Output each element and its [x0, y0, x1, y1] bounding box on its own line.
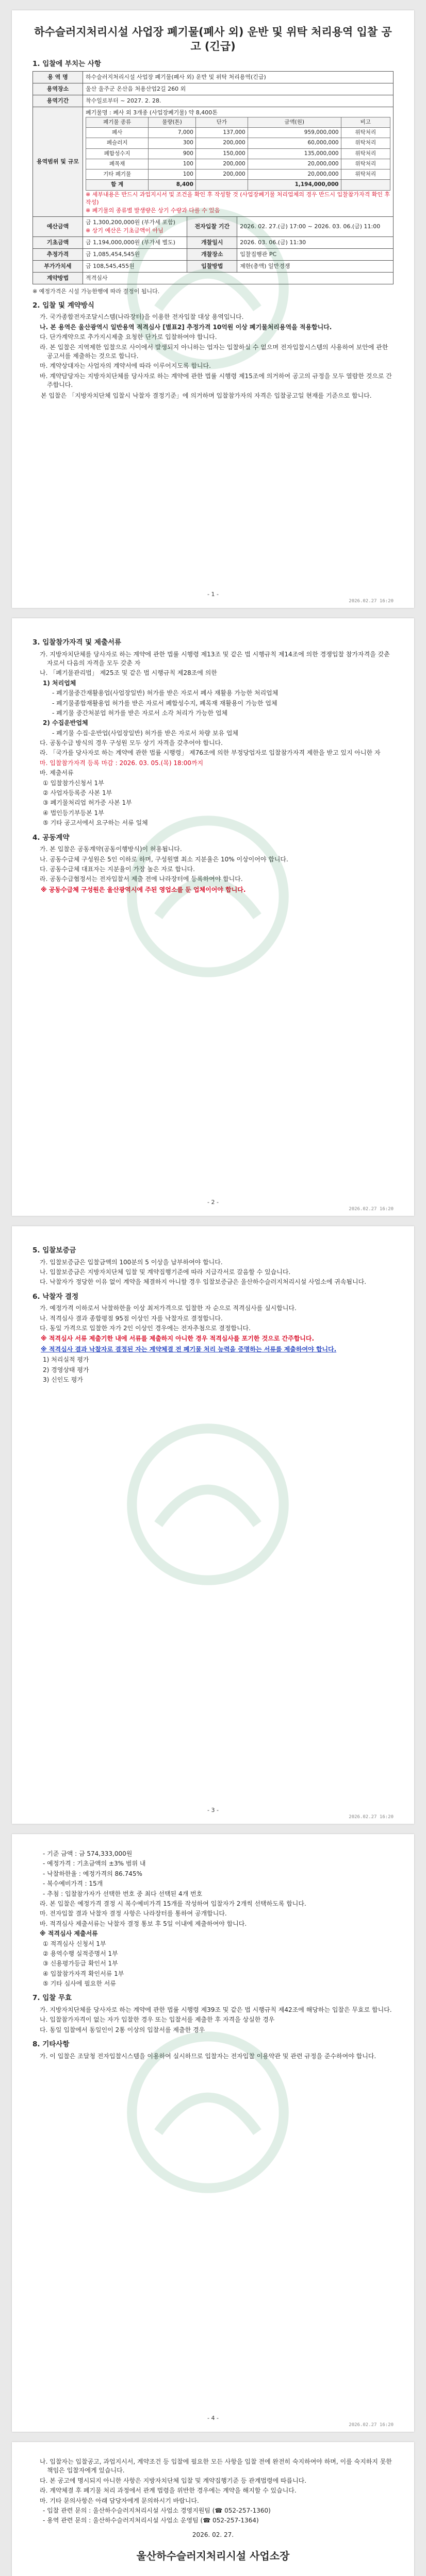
- section-6-heading: 6. 낙찰자 결정: [32, 1292, 79, 1301]
- label-name: 용 역 명: [33, 72, 83, 83]
- cell: [195, 180, 248, 190]
- red-note: ※ 적격심사 서류 제출기한 내에 서류를 제출하지 아니한 경우 적격심사를 포기한 것으로 간주합니다.: [41, 1335, 315, 1343]
- doc-item: ① 입찰참가신청서 1부: [43, 779, 104, 787]
- list-item: 마. 기타 문의사항은 아래 담당자에게 문의하시기 바랍니다.: [40, 2497, 199, 2504]
- sub-item: - 폐기물종합재활용업 허가를 받은 자로서 폐합성수지, 폐목재 재활용이 가능한 업체: [52, 699, 277, 707]
- value-open-place: 입찰집행관 PC: [237, 249, 394, 261]
- label-open-place: 개찰장소: [187, 249, 237, 261]
- list-item: 나. 입찰자는 입찰공고, 과업지시서, 계약조건 등 입찰에 필요한 모든 사항을 입찰 전에 완전히 숙지하여야 하며, 이를 숙지하지 못한 책임은 입찰자에게 있습니다.: [40, 2458, 392, 2475]
- col-header: 단가: [195, 117, 248, 128]
- list-item: 다. 동일 입찰에서 동일인이 2통 이상의 입찰서를 제출한 경우: [40, 2026, 205, 2033]
- cell: 135,000,000: [248, 148, 341, 159]
- list-item: 바. 제출서류: [40, 769, 74, 777]
- list-item: 바. 적격심사 제출서류는 낙찰자 결정 통보 후 5일 이내에 제출하여야 합니다.: [40, 1920, 247, 1927]
- list-item: 라. 본 입찰은 예정가격 결정 시 복수예비가격 15개를 작성하여 입찰자가 2개씩 선택하도록 합니다.: [40, 1900, 306, 1907]
- doc-item: ② 사업자등록증 사본 1부: [43, 789, 112, 797]
- section-7-heading: 7. 입찰 무효: [32, 1994, 72, 2003]
- value-presale: 금 1,085,454,545원: [83, 249, 187, 261]
- contact-line: - 용역 관련 문의 : 울산하수슬러지처리시설 사업소 운영팀 (☎ 052-257-1364): [43, 2517, 259, 2524]
- list-item: 마. 전자입찰 결과 낙찰자 결정 사항은 나라장터를 통하여 공개합니다.: [40, 1910, 227, 1918]
- cell: 60,000,000: [248, 138, 341, 148]
- cell: 폐목재: [86, 159, 149, 169]
- price-amount: 금 1,300,200,000원 (부가세 포함): [86, 219, 175, 226]
- cell: 기타 폐기물: [86, 170, 149, 180]
- issuer-signature: 울산하수슬러지처리시설 사업소장: [136, 2550, 290, 2563]
- cell: 폐슬러지: [86, 138, 149, 148]
- list-item: 가. 국가종합전자조달시스템(나라장터)을 이용한 전자입찰 대상 용역입니다.: [40, 313, 244, 321]
- list-item: 라. 「국가를 당사자로 하는 계약에 관한 법률 시행령」 제76조에 의한 부정당업자로 입찰참가자격 제한을 받고 있지 아니한 자: [40, 749, 381, 757]
- cell: 위탁처리: [341, 138, 390, 148]
- label-vat: 부가가치세: [33, 261, 83, 273]
- cell: 100: [149, 170, 196, 180]
- document-title: 하수슬러지처리시설 사업장 폐기물(폐사 외) 운반 및 위탁 처리용역 입찰 공고 (긴급): [34, 26, 392, 53]
- table-row: [86, 138, 390, 148]
- page-number: - 4 -: [207, 2415, 219, 2422]
- rate-line: - 예정가격 : 기초금액의 ±3% 범위 내: [43, 1860, 146, 1868]
- cell: 위탁처리: [341, 170, 390, 180]
- list-item: 다. 공동수급체 대표자는 지분율이 가장 높은 자로 합니다.: [40, 865, 195, 873]
- cell: 폐합성수지: [86, 148, 149, 159]
- doc-item: ④ 입찰참가자격 확인서류 1부: [43, 1970, 124, 1977]
- value-scope: [83, 107, 394, 217]
- value-bid-period: 2026. 02. 27.(금) 17:00 ~ 2026. 03. 06.(금) 11:00: [237, 217, 394, 237]
- section-5-heading: 5. 입찰보증금: [32, 1246, 76, 1255]
- cell: 위탁처리: [341, 128, 390, 138]
- section-1-heading: 1. 입찰에 부치는 사항: [32, 59, 101, 68]
- price-footnote: ※ 예정가격은 시설 가능한행에 따라 결정이 됩니다.: [32, 287, 160, 295]
- cell: 20,000,000: [248, 170, 341, 180]
- cell: 7,000: [149, 128, 196, 138]
- list-item: 나. 공동수급체 구성원은 5인 이하로 하며, 구성원별 최소 지분율은 10% 이상이어야 합니다.: [40, 855, 288, 863]
- label-place: 용역장소: [33, 83, 83, 95]
- print-stamp: 2026.02.27 16:20: [349, 2422, 394, 2428]
- value-contract: 적격심사: [83, 273, 394, 284]
- price-note: ※ 상기 예산은 기초금액이 아님: [86, 227, 163, 234]
- total-qty: 8,400: [149, 180, 196, 190]
- cell: 959,000,000: [248, 128, 341, 138]
- list-item: 다. 동일 가격으로 입찰한 자가 2인 이상인 경우에는 전자추첨으로 결정합니다.: [40, 1325, 251, 1332]
- print-stamp: 2026.02.27 16:20: [349, 598, 394, 604]
- scope-title: 폐기물명 : 폐사 외 3개종 (사업장폐기물) 약 8,400톤: [86, 109, 218, 116]
- total-amount: 1,194,000,000: [248, 180, 341, 190]
- scope-note: ※ 세부내용은 반드시 과업지시서 및 조건을 확인 후 작성할 것 (사업장폐기물 처리업체의 경우 반드시 입찰참가자격 확인 후 작성): [86, 191, 390, 206]
- list-item: 가. 지방자치단체를 당사자로 하는 계약에 관한 법률 시행령 제13조 및 같은 법 시행규칙 제14조에 의한 경쟁입찰 참가자격을 갖춘 자로서 다음의 자격을 모두 갖춘 자: [40, 650, 390, 667]
- cell: 위탁처리: [341, 159, 390, 169]
- waste-table: [86, 117, 390, 191]
- rate-line: - 복수예비가격 : 15개: [43, 1880, 103, 1888]
- sub-item: - 폐기물 중간처분업 허가를 받은 자로서 소각 처리가 가능한 업체: [52, 709, 228, 717]
- label-period: 용역기간: [33, 95, 83, 107]
- total-label: 합 계: [86, 180, 149, 190]
- page-2: [12, 618, 414, 1216]
- list-item: 다. 낙찰자가 정당한 이유 없이 계약을 체결하지 아니할 경우 입찰보증금은 울산하수슬러지처리시설 사업소에 귀속됩니다.: [40, 1278, 367, 1286]
- table-row: [86, 159, 390, 169]
- rate-line: - 기준 금액 : 금 574,333,000원: [43, 1850, 133, 1857]
- value-place: 울산 울주군 온산읍 처용산업2길 260 외: [83, 83, 394, 95]
- value-period: 착수일로부터 ~ 2027. 2. 28.: [83, 95, 394, 107]
- value-method: 제한(총액) 일반경쟁: [237, 261, 394, 273]
- table-row: [86, 170, 390, 180]
- cell: 900: [149, 148, 196, 159]
- list-item: 나. 적격심사 결과 종합평점 95점 이상인 자를 낙찰자로 결정합니다.: [40, 1314, 223, 1322]
- highlight-note: ※ 공동수급체 구성원은 울산광역시에 주된 영업소를 둔 업체이어야 합니다.: [41, 886, 246, 893]
- list-item: 다. 본 공고에 명시되지 아니한 사항은 지방자치단체 입찰 및 계약집행기준 등 관계법령에 따릅니다.: [40, 2477, 307, 2484]
- col-header: 물량(톤): [149, 117, 196, 128]
- list-item: 라. 계약체결 후 폐기물 처리 과정에서 관계 법령을 위반한 경우에는 계약을 해지할 수 있습니다.: [40, 2487, 297, 2495]
- table-row: [86, 128, 390, 138]
- col-header: 폐기물 종류: [86, 117, 149, 128]
- doc-item: ③ 신용평가등급 확인서 1부: [43, 1960, 118, 1968]
- total-row: [86, 180, 390, 190]
- label-method: 입찰방법: [187, 261, 237, 273]
- bid-info-table: [32, 71, 394, 284]
- list-item: 나. 본 용역은 울산광역시 일반용역 적격심사 [별표2] 추정가격 10억원 이상 폐기물처리용역을 적용합니다.: [40, 323, 332, 331]
- page-1: [12, 10, 414, 608]
- page-number: - 1 -: [207, 591, 219, 598]
- value-name: 하수슬러지처리시설 사업장 폐기물(폐사 외) 운반 및 위탁 처리용역(긴급): [83, 72, 394, 83]
- rate-line: - 낙찰하한율 : 예정가격의 86.745%: [43, 1870, 142, 1877]
- cell: 200,000: [195, 159, 248, 169]
- label-presale: 추정가격: [33, 249, 83, 261]
- cell: 300: [149, 138, 196, 148]
- label-bid-period: 전자입찰 기간: [187, 217, 237, 237]
- list-item: 가. 이 입찰은 조달청 전자입찰시스템을 이용하여 실시하므로 입찰자는 전자입찰 이용약관 및 관련 규정을 준수하여야 합니다.: [40, 2052, 376, 2060]
- table-row: [86, 148, 390, 159]
- list-item: 가. 지방자치단체를 당사자로 하는 계약에 관한 법률 시행령 제39조 및 같은 법 시행규칙 제42조에 해당하는 입찰은 무효로 합니다.: [40, 2006, 392, 2014]
- cell: [341, 180, 390, 190]
- label-open: 개찰일시: [187, 237, 237, 249]
- watermark-emblem: [125, 1422, 290, 1587]
- col-header: 비고: [341, 117, 390, 128]
- label-price: 예산금액: [33, 217, 83, 237]
- page-number: - 3 -: [207, 1807, 219, 1814]
- section-3-heading: 3. 입찰참가자격 및 제출서류: [32, 638, 122, 647]
- cell: 137,000: [195, 128, 248, 138]
- section-2-heading: 2. 입찰 및 계약방식: [32, 301, 94, 310]
- scope-note: ※ 폐기물의 종류별 발생량은 상기 수량과 다를 수 있음: [86, 207, 220, 214]
- value-open: 2026. 03. 06.(금) 11:30: [237, 237, 394, 249]
- page-number: - 2 -: [207, 1199, 219, 1206]
- list-item: 라. 본 입찰은 지역제한 입찰으로 사이에서 발생되지 아니하는 업자는 입찰하실 수 없으며 전자입찰시스템의 사용하여 보안에 관한 공고서를 제출하는 것으로 합니다.: [40, 343, 388, 360]
- doc-item: ② 용역수행 실적증명서 1부: [43, 1950, 118, 1957]
- cell: 200,000: [195, 170, 248, 180]
- contact-line: - 입찰 관련 문의 : 울산하수슬러지처리시설 사업소 경영지원팀 (☎ 052-257-1360): [43, 2506, 271, 2514]
- list-item: 가. 입찰보증금은 입찰금액의 100분의 5 이상을 납부하여야 합니다.: [40, 1258, 223, 1266]
- sub-item: - 폐기물중간재활용업(사업장일반) 허가를 받은 자로서 폐사 재활용 가능한 처리업체: [52, 689, 278, 697]
- rate-line: - 추첨 : 입찰참가자가 선택한 번호 중 최다 선택된 4개 번호: [43, 1890, 203, 1897]
- list-item: 다. 단가계약으로 추가지시제출 요청한 단가로 입찰하여야 합니다.: [40, 333, 217, 341]
- col-header: 금액(원): [248, 117, 341, 128]
- doc-item: ⑤ 기타 공고서에서 요구하는 서류 일체: [43, 819, 148, 827]
- value-price: [83, 217, 187, 237]
- list-item: 다. 공동수급 방식의 경우 구성원 모두 상기 자격을 갖추어야 합니다.: [40, 739, 223, 747]
- value-base: 금 1,194,000,000원 (부가세 별도): [83, 237, 187, 249]
- blue-note: ※ 적격심사 결과 낙찰자로 결정된 자는 계약체결 전 폐기물 처리 능력을 증명하는 서류를 제출하여야 합니다.: [41, 1345, 337, 1353]
- sub-item: - 폐기물 수집·운반업(사업장일반) 허가를 받은 자로서 차량 보유 업체: [52, 729, 239, 737]
- doc-item: ③ 폐기물처리업 허가증 사본 1부: [43, 799, 132, 807]
- cell: 150,000: [195, 148, 248, 159]
- cell: 100: [149, 159, 196, 169]
- page-5: [12, 2442, 414, 2576]
- notice-date: 2026. 02. 27.: [192, 2531, 234, 2538]
- list-item: 바. 계약담당자는 지방자치단체를 당사자로 하는 계약에 관한 법률 시행령 제15조에 의거하여 공고의 규정을 모두 열람한 것으로 간주합니다.: [40, 372, 392, 389]
- print-stamp: 2026.02.27 16:20: [349, 1206, 394, 1212]
- label-scope: 용역범위 및 규모: [33, 107, 83, 217]
- list-item: 나. 「폐기물관리법」 제25조 및 같은 법 시행규칙 제28조에 의한: [40, 669, 217, 677]
- cell: 위탁처리: [341, 148, 390, 159]
- list-item: 라. 공동수급협정서는 전자입찰서 제출 전에 나라장터에 등록하여야 합니다.: [40, 875, 243, 883]
- list-item: 나. 입찰보증금은 지방자치단체 입찰 및 계약집행기준에 따라 지급각서로 갈음할 수 있습니다.: [40, 1268, 291, 1276]
- list-item: 마. 계약상대자는 사업자의 계약서에 따라 이루어지도록 합니다.: [40, 362, 211, 370]
- print-stamp: 2026.02.27 16:20: [349, 1814, 394, 1820]
- section-4-heading: 4. 공동계약: [32, 833, 70, 842]
- sub-item: 2) 수집운반업체: [43, 719, 88, 727]
- paragraph: 본 입찰은 「지방자치단체 입찰시 낙찰자 결정기준」에 의거하며 입찰참가자의 자격은 입찰공고일 현재를 기준으로 합니다.: [41, 392, 372, 399]
- label-base: 기초금액: [33, 237, 83, 249]
- section-8-heading: 8. 기타사항: [32, 2040, 70, 2049]
- page-4: [12, 1834, 414, 2432]
- doc-item: ⑤ 기타 심사에 필요한 서류: [43, 1980, 116, 1988]
- list-item: ※ 적격심사 제출서류: [40, 1930, 98, 1938]
- sub-item: 2) 경영상태 평가: [43, 1366, 89, 1374]
- sub-item: 1) 처리실적 평가: [43, 1356, 89, 1364]
- label-contract: 계약방법: [33, 273, 83, 284]
- list-item: 가. 본 입찰은 공동계약(공동이행방식)이 허용됩니다.: [40, 845, 182, 853]
- cell: 폐사: [86, 128, 149, 138]
- page-3: [12, 1226, 414, 1824]
- cell: 200,000: [195, 138, 248, 148]
- list-item: 가. 예정가격 이하로서 낙찰하한율 이상 최저가격으로 입찰한 자 순으로 적격심사를 실시합니다.: [40, 1304, 297, 1312]
- sub-item: 3) 신인도 평가: [43, 1376, 83, 1384]
- list-item: 마. 입찰참가자격 등록 마감 : 2026. 03. 05.(목) 18:00까지: [40, 759, 204, 767]
- value-vat: 금 108,545,455원: [83, 261, 187, 273]
- sub-item: 1) 처리업체: [43, 679, 76, 687]
- doc-item: ④ 법인등기부등본 1부: [43, 809, 104, 817]
- doc-item: ① 적격심사 신청서 1부: [43, 1940, 106, 1947]
- cell: 20,000,000: [248, 159, 341, 169]
- list-item: 나. 입찰참가자격이 없는 자가 입찰한 경우 또는 입찰서를 제출한 후 자격을 상실한 경우: [40, 2016, 275, 2024]
